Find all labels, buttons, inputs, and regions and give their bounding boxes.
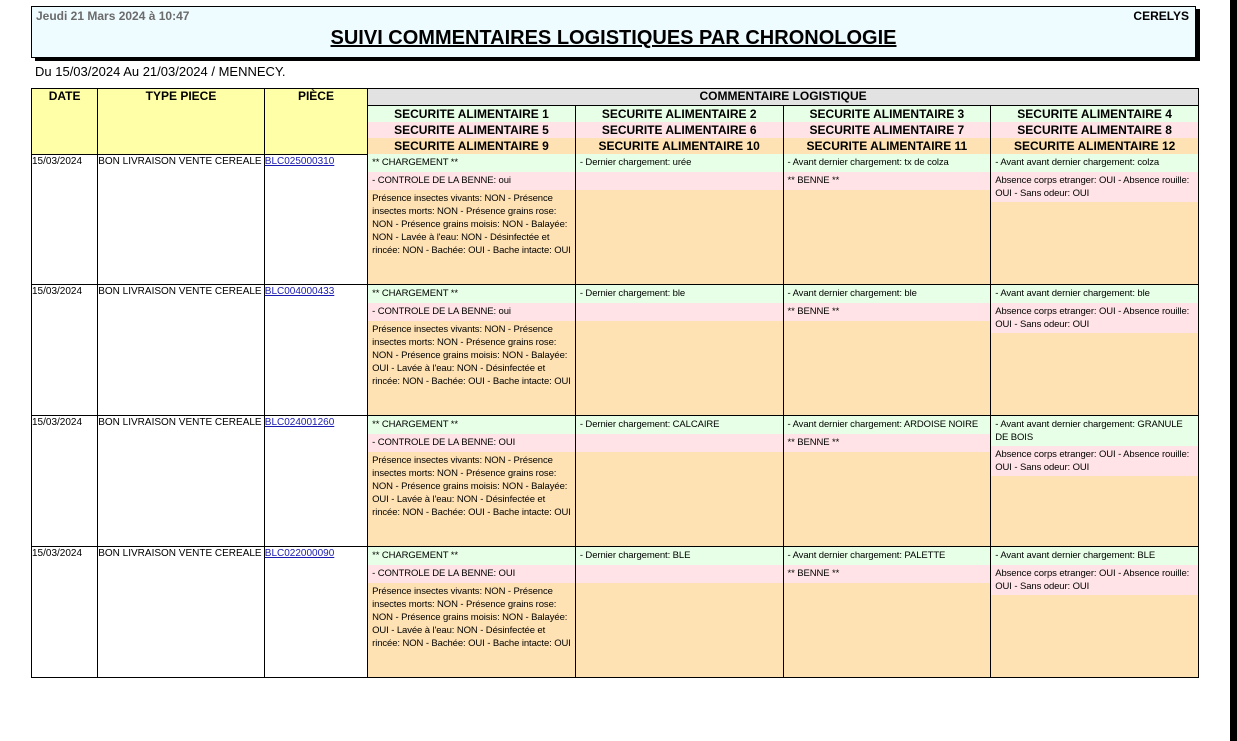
comment-cell — [368, 285, 576, 416]
comment-orange — [991, 333, 1198, 415]
section-header: SECURITE ALIMENTAIRE 9 — [368, 138, 576, 154]
comment-pink: - CONTROLE DE LA BENNE: OUI — [368, 565, 575, 583]
comment-orange — [576, 583, 783, 677]
comment-green: - Dernier chargement: urée — [576, 154, 783, 172]
section-header: SECURITE ALIMENTAIRE 10 — [575, 138, 783, 154]
comment-cell — [368, 154, 576, 285]
cell-piece — [264, 547, 367, 678]
cell-date: 15/03/2024 — [32, 416, 98, 547]
window-edge — [1230, 0, 1237, 741]
comment-orange — [576, 321, 783, 415]
comment-cell — [575, 154, 783, 285]
comment-pink: ** BENNE ** — [784, 565, 991, 583]
comment-orange — [784, 190, 991, 284]
section-header: SECURITE ALIMENTAIRE 8 — [991, 122, 1199, 138]
comment-orange — [784, 321, 991, 415]
comment-cell — [783, 416, 991, 547]
report-header — [31, 6, 1196, 58]
comment-green: - Avant dernier chargement: ARDOISE NOIRE — [784, 416, 991, 434]
comment-cell — [783, 547, 991, 678]
comment-green: - Dernier chargement: CALCAIRE — [576, 416, 783, 434]
comment-green: ** CHARGEMENT ** — [368, 285, 575, 303]
comment-orange — [784, 583, 991, 677]
comment-green: ** CHARGEMENT ** — [368, 416, 575, 434]
comment-pink: Absence corps etranger: OUI - Absence rouille: OUI - Sans odeur: OUI — [991, 303, 1198, 333]
company-name: CERELYS — [1133, 9, 1189, 23]
comment-cell — [991, 154, 1199, 285]
comment-green: - Avant dernier chargement: PALETTE — [784, 547, 991, 565]
comment-pink: ** BENNE ** — [784, 172, 991, 190]
comment-orange — [576, 452, 783, 546]
section-header: SECURITE ALIMENTAIRE 12 — [991, 138, 1199, 154]
section-header: SECURITE ALIMENTAIRE 4 — [991, 106, 1199, 123]
comment-orange — [991, 476, 1198, 546]
section-header: SECURITE ALIMENTAIRE 2 — [575, 106, 783, 123]
comment-green: - Avant avant dernier chargement: ble — [991, 285, 1198, 303]
piece-link[interactable]: BLC022000090 — [264, 548, 335, 559]
comment-green: ** CHARGEMENT ** — [368, 547, 575, 565]
comment-green: - Avant avant dernier chargement: colza — [991, 154, 1198, 172]
cell-type: BON LIVRAISON VENTE CEREALE — [98, 547, 265, 678]
comment-green: - Dernier chargement: ble — [576, 285, 783, 303]
comment-pink — [576, 303, 783, 321]
cell-date: 15/03/2024 — [32, 285, 98, 416]
comment-pink: - CONTROLE DE LA BENNE: oui — [368, 172, 575, 190]
comments-table — [31, 88, 1199, 678]
comment-orange — [576, 190, 783, 284]
col-header-date: DATE — [32, 89, 98, 155]
comment-pink: ** BENNE ** — [784, 434, 991, 452]
piece-link[interactable]: BLC025000310 — [264, 155, 335, 167]
comment-cell — [991, 285, 1199, 416]
comment-green: - Avant dernier chargement: ble — [784, 285, 991, 303]
comment-pink: Absence corps etranger: OUI - Absence rouille: OUI - Sans odeur: OUI — [991, 446, 1198, 476]
comment-cell — [575, 547, 783, 678]
section-header: SECURITE ALIMENTAIRE 3 — [783, 106, 991, 123]
report-period: Du 15/03/2024 Au 21/03/2024 / MENNECY. — [35, 64, 286, 79]
comment-pink: - CONTROLE DE LA BENNE: OUI — [368, 434, 575, 452]
table-row — [32, 547, 1199, 678]
cell-date: 15/03/2024 — [32, 547, 98, 678]
comment-orange — [784, 452, 991, 546]
comment-green: - Dernier chargement: BLE — [576, 547, 783, 565]
piece-link[interactable]: BLC004000433 — [264, 286, 335, 297]
comment-cell — [575, 416, 783, 547]
comment-pink: - CONTROLE DE LA BENNE: oui — [368, 303, 575, 321]
table-row — [32, 416, 1199, 547]
cell-type: BON LIVRAISON VENTE CEREALE — [98, 416, 265, 547]
col-header-type: TYPE PIECE — [98, 89, 265, 155]
cell-piece — [264, 154, 367, 285]
section-header: SECURITE ALIMENTAIRE 7 — [783, 122, 991, 138]
comment-pink — [576, 434, 783, 452]
section-header: SECURITE ALIMENTAIRE 11 — [783, 138, 991, 154]
comment-green: - Avant avant dernier chargement: BLE — [991, 547, 1198, 565]
comment-cell — [575, 285, 783, 416]
comment-pink: ** BENNE ** — [784, 303, 991, 321]
comment-orange: Présence insectes vivants: NON - Présence insectes morts: NON - Présence grains rose: NON - Présence grains moisis: NON - Balayée: NON - Lavée à l'eau: NON - Désinfectée et rincée: NON - Bachée: OUI - Bache intacte: OUI — [368, 190, 575, 284]
comment-pink — [576, 565, 783, 583]
comment-green: - Avant dernier chargement: tx de colza — [784, 154, 991, 172]
comment-orange — [991, 202, 1198, 284]
comment-cell — [991, 547, 1199, 678]
cell-piece — [264, 416, 367, 547]
comment-orange: Présence insectes vivants: NON - Présence insectes morts: NON - Présence grains rose: NON - Présence grains moisis: NON - Balayée: OUI - Lavée à l'eau: NON - Désinfectée et rincée: NON - Bachée: OUI - Bache intacte: OUI — [368, 321, 575, 415]
cell-date: 15/03/2024 — [32, 154, 98, 285]
comment-cell — [783, 154, 991, 285]
col-header-comment-group: COMMENTAIRE LOGISTIQUE — [368, 89, 1199, 106]
comment-orange — [991, 595, 1198, 677]
piece-link[interactable]: BLC024001260 — [264, 417, 335, 428]
comment-green: - Avant avant dernier chargement: GRANULE DE BOIS — [991, 416, 1198, 446]
comment-orange: Présence insectes vivants: NON - Présence insectes morts: NON - Présence grains rose: NON - Présence grains moisis: NON - Balayée: OUI - Lavée à l'eau: NON - Désinfectée et rincée: NON - Bachée: OUI - Bache intacte: OUI — [368, 583, 575, 677]
section-header: SECURITE ALIMENTAIRE 1 — [368, 106, 576, 123]
col-header-piece: PIÈCE — [264, 89, 367, 155]
comment-pink — [576, 172, 783, 190]
cell-type: BON LIVRAISON VENTE CEREALE — [98, 154, 265, 285]
comment-cell — [368, 547, 576, 678]
comment-pink: Absence corps etranger: OUI - Absence rouille: OUI - Sans odeur: OUI — [991, 172, 1198, 202]
comment-orange: Présence insectes vivants: NON - Présence insectes morts: NON - Présence grains rose: NON - Présence grains moisis: NON - Balayée: OUI - Lavée à l'eau: NON - Désinfectée et rincée: NON - Bachée: OUI - Bache intacte: OUI — [368, 452, 575, 546]
comment-cell — [368, 416, 576, 547]
table-row — [32, 154, 1199, 285]
section-header: SECURITE ALIMENTAIRE 5 — [368, 122, 576, 138]
section-header: SECURITE ALIMENTAIRE 6 — [575, 122, 783, 138]
comment-cell — [991, 416, 1199, 547]
table-row — [32, 285, 1199, 416]
comment-green: ** CHARGEMENT ** — [368, 154, 575, 172]
printed-date: Jeudi 21 Mars 2024 à 10:47 — [36, 9, 190, 23]
comment-cell — [783, 285, 991, 416]
cell-type: BON LIVRAISON VENTE CEREALE — [98, 285, 265, 416]
cell-piece — [264, 285, 367, 416]
comment-pink: Absence corps etranger: OUI - Absence rouille: OUI - Sans odeur: OUI — [991, 565, 1198, 595]
report-title: SUIVI COMMENTAIRES LOGISTIQUES PAR CHRONOLOGIE — [330, 27, 897, 49]
